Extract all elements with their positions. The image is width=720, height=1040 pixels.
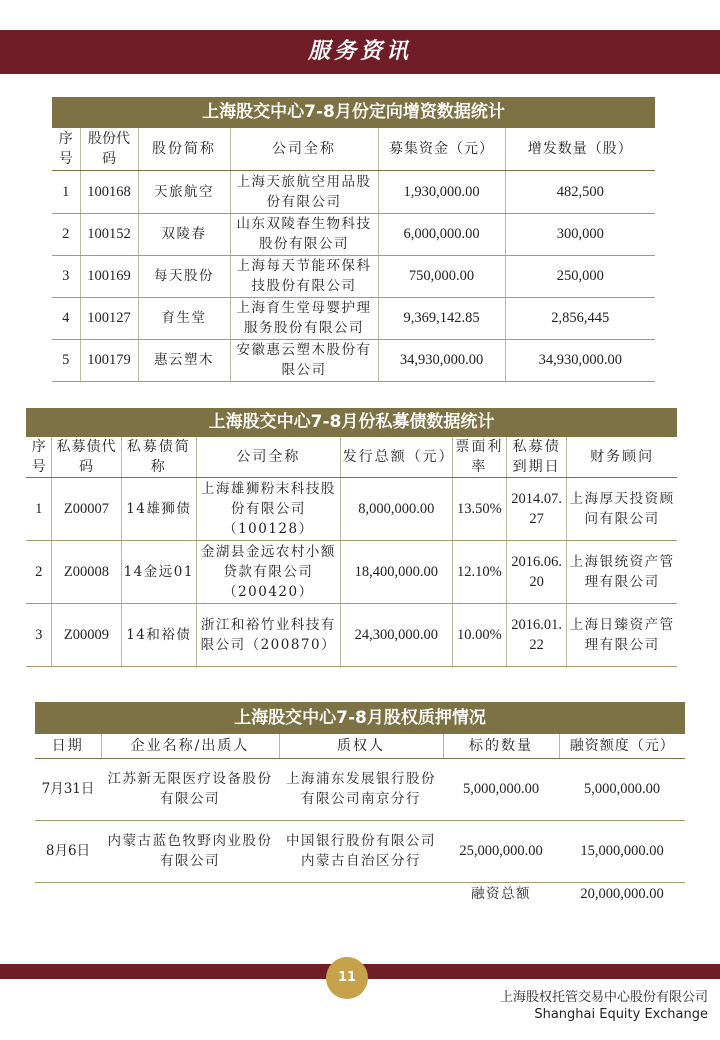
shares-issued: 2,856,445 <box>505 297 655 339</box>
private-bond-table-card <box>26 408 677 667</box>
table-row <box>26 604 677 667</box>
total-value: 20,000,000.00 <box>580 886 664 903</box>
bond-code: Z00008 <box>52 541 121 604</box>
shares-issued: 300,000 <box>505 213 655 255</box>
coupon-rate: 10.00% <box>452 604 506 667</box>
private-placement-table-card <box>52 97 655 382</box>
company-full-name: 安徽惠云塑木股份有限公司 <box>230 339 378 381</box>
row-index: 5 <box>52 339 80 381</box>
col-header: 募集资金（元） <box>378 128 505 170</box>
stock-code: 100179 <box>80 339 138 381</box>
row-index: 3 <box>52 255 80 297</box>
table-row <box>52 255 655 297</box>
financing-amount: 15,000,000.00 <box>559 820 685 882</box>
company-full-name: 浙江和裕竹业科技有限公司（200870） <box>197 604 341 667</box>
coupon-rate: 12.10% <box>452 541 506 604</box>
equity-pledge-table <box>35 734 685 906</box>
issue-amount: 18,400,000.00 <box>340 541 452 604</box>
stock-short-name: 双陵春 <box>138 213 230 255</box>
pledge-date: 8月6日 <box>35 820 101 882</box>
table-title: 上海股交中心7-8月股权质押情况 <box>35 702 685 734</box>
section-header-bar <box>0 30 720 74</box>
shares-issued: 250,000 <box>505 255 655 297</box>
row-index: 1 <box>26 478 52 541</box>
col-header: 增发数量（股） <box>505 128 655 170</box>
col-header: 序号 <box>26 437 52 478</box>
col-header: 财务顾问 <box>567 437 677 478</box>
table-title: 上海股交中心7-8月份定向增资数据统计 <box>52 97 655 128</box>
table-title: 上海股交中心7-8月份私募债数据统计 <box>26 408 677 437</box>
col-header: 融资额度（元） <box>559 734 685 758</box>
col-header: 公司全称 <box>230 128 378 170</box>
shares-issued: 34,930,000.00 <box>505 339 655 381</box>
pledgee-name: 上海浦东发展银行股份有限公司南京分行 <box>279 758 443 820</box>
company-full-name: 上海天旅航空用品股份有限公司 <box>230 170 378 213</box>
stock-short-name: 惠云塑木 <box>138 339 230 381</box>
financing-amount: 5,000,000.00 <box>559 758 685 820</box>
funds-raised: 750,000.00 <box>378 255 505 297</box>
issue-amount: 24,300,000.00 <box>340 604 452 667</box>
pledgee-name: 中国银行股份有限公司内蒙古自治区分行 <box>279 820 443 882</box>
company-name-cn: 上海股权托管交易中心股份有限公司 <box>499 990 708 1005</box>
col-header: 企业名称/出质人 <box>101 734 279 758</box>
total-label: 融资总额 <box>471 886 531 903</box>
funds-raised: 9,369,142.85 <box>378 297 505 339</box>
financial-advisor: 上海日臻资产管理有限公司 <box>567 604 677 667</box>
row-index: 2 <box>26 541 52 604</box>
company-full-name: 上海雄狮粉末科技股份有限公司（100128） <box>197 478 341 541</box>
company-full-name: 上海每天节能环保科技股份有限公司 <box>230 255 378 297</box>
row-index: 1 <box>52 170 80 213</box>
maturity-date: 2016.01.22 <box>506 604 566 667</box>
col-header: 股份代码 <box>80 128 138 170</box>
table-row <box>52 297 655 339</box>
coupon-rate: 13.50% <box>452 478 506 541</box>
col-header: 公司全称 <box>197 437 341 478</box>
table-row <box>35 820 685 882</box>
stock-short-name: 每天股份 <box>138 255 230 297</box>
total-row <box>35 882 685 906</box>
stock-code: 100152 <box>80 213 138 255</box>
page-number: 11 <box>326 957 368 999</box>
col-header: 私募债到期日 <box>506 437 566 478</box>
bond-short-name: 14金远01 <box>121 541 197 604</box>
maturity-date: 2014.07.27 <box>506 478 566 541</box>
col-header: 股份简称 <box>138 128 230 170</box>
col-header: 私募债代码 <box>52 437 121 478</box>
table-row <box>52 339 655 381</box>
shares-issued: 482,500 <box>505 170 655 213</box>
col-header: 日期 <box>35 734 101 758</box>
stock-short-name: 育生堂 <box>138 297 230 339</box>
pledge-date: 7月31日 <box>35 758 101 820</box>
funds-raised: 1,930,000.00 <box>378 170 505 213</box>
table-row <box>26 541 677 604</box>
pledged-quantity: 5,000,000.00 <box>443 758 559 820</box>
col-header: 序号 <box>52 128 80 170</box>
financial-advisor: 上海厚天投资顾问有限公司 <box>567 478 677 541</box>
pledged-quantity: 25,000,000.00 <box>443 820 559 882</box>
company-full-name: 金湖县金远农村小额贷款有限公司（200420） <box>197 541 341 604</box>
stock-code: 100127 <box>80 297 138 339</box>
company-full-name: 山东双陵春生物科技股份有限公司 <box>230 213 378 255</box>
equity-pledge-table-card <box>35 702 685 906</box>
issue-amount: 8,000,000.00 <box>340 478 452 541</box>
pledgor-name: 内蒙古蓝色牧野肉业股份有限公司 <box>101 820 279 882</box>
funds-raised: 6,000,000.00 <box>378 213 505 255</box>
table-row <box>52 213 655 255</box>
company-full-name: 上海育生堂母婴护理服务股份有限公司 <box>230 297 378 339</box>
private-placement-table <box>52 128 655 382</box>
table-row <box>26 478 677 541</box>
bond-short-name: 14和裕债 <box>121 604 197 667</box>
bond-short-name: 14雄狮债 <box>121 478 197 541</box>
stock-code: 100169 <box>80 255 138 297</box>
bond-code: Z00009 <box>52 604 121 667</box>
table-row <box>35 758 685 820</box>
stock-short-name: 天旅航空 <box>138 170 230 213</box>
col-header: 质权人 <box>279 734 443 758</box>
col-header: 票面利率 <box>452 437 506 478</box>
pledgor-name: 江苏新无限医疗设备股份有限公司 <box>101 758 279 820</box>
col-header: 发行总额（元） <box>340 437 452 478</box>
maturity-date: 2016.06.20 <box>506 541 566 604</box>
funds-raised: 34,930,000.00 <box>378 339 505 381</box>
financial-advisor: 上海银统资产管理有限公司 <box>567 541 677 604</box>
section-title: 服务资讯 <box>307 39 412 64</box>
row-index: 3 <box>26 604 52 667</box>
col-header: 标的数量 <box>443 734 559 758</box>
row-index: 2 <box>52 213 80 255</box>
footer-company <box>500 989 708 1023</box>
stock-code: 100168 <box>80 170 138 213</box>
private-bond-table <box>26 437 677 667</box>
company-name-en: Shanghai Equity Exchange <box>534 1007 708 1022</box>
table-row <box>52 170 655 213</box>
row-index: 4 <box>52 297 80 339</box>
bond-code: Z00007 <box>52 478 121 541</box>
col-header: 私募债简称 <box>121 437 197 478</box>
